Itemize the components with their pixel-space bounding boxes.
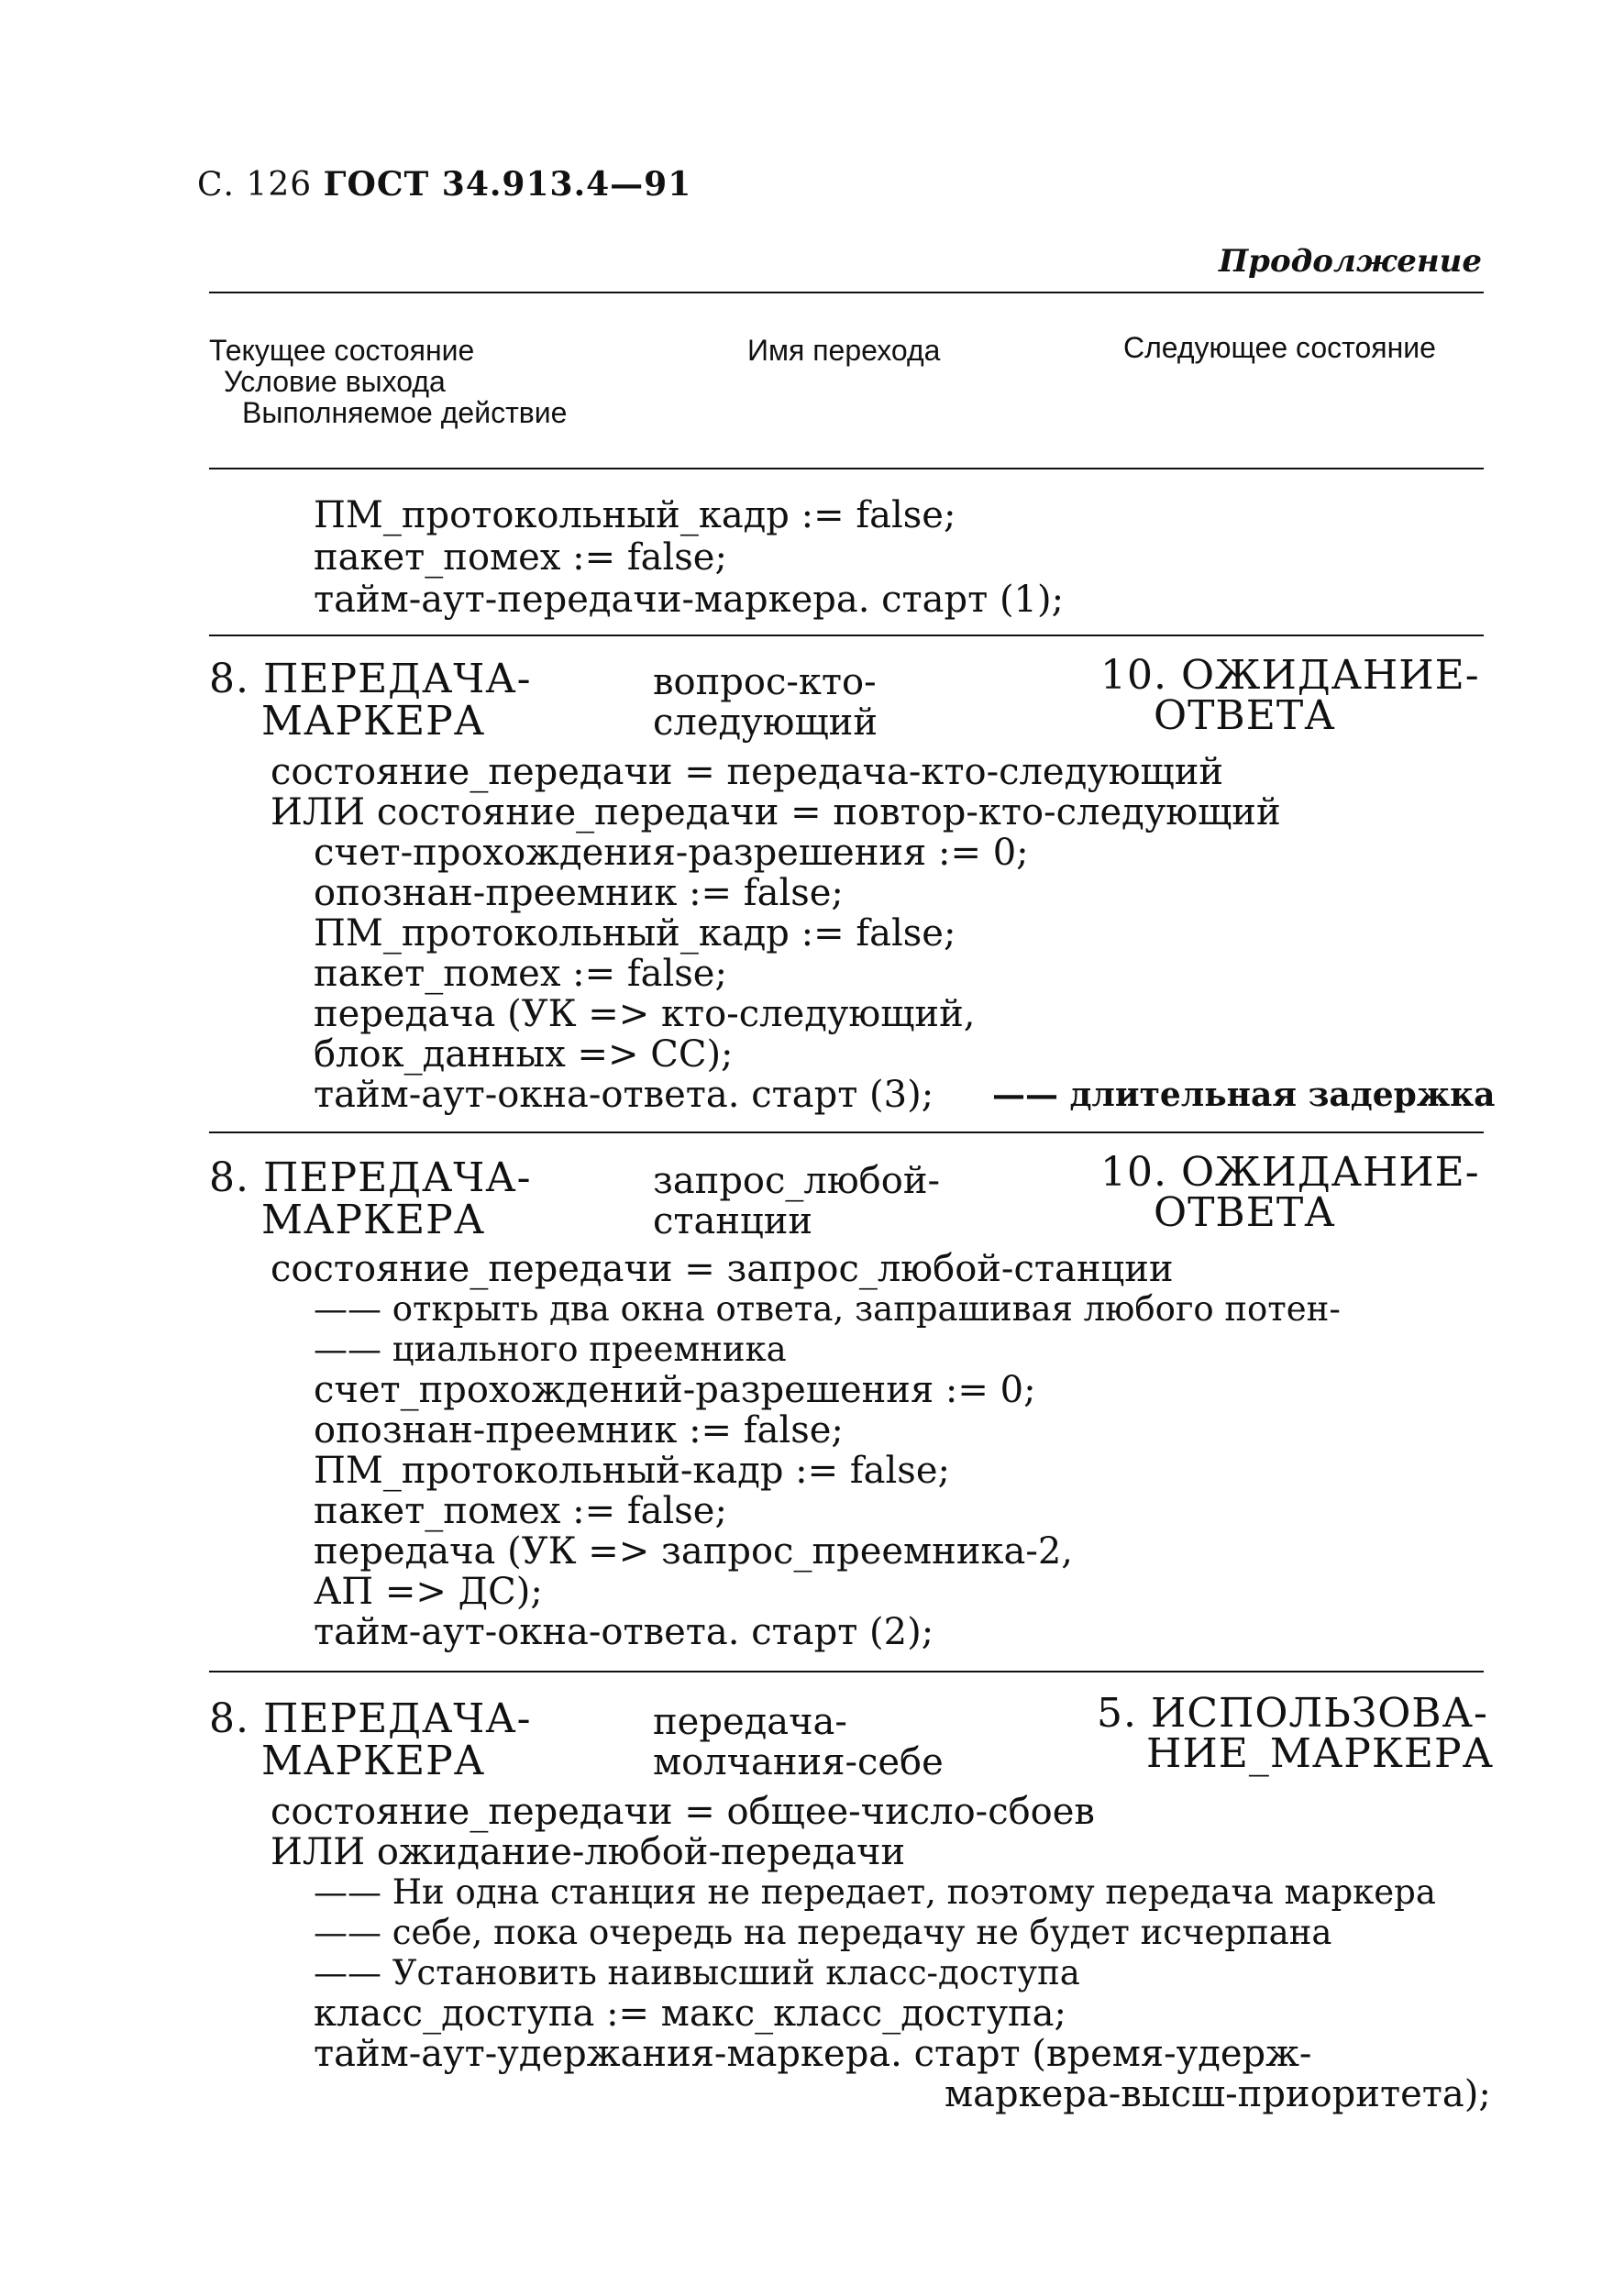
exit-condition: ИЛИ состояние_передачи = повтор-кто-следующий	[271, 791, 1281, 833]
action-line: пакет_помех := false;	[314, 536, 727, 579]
action-line: тайм-аут-окна-ответа. старт (3);	[314, 1074, 934, 1116]
action-line: АП => ДС);	[314, 1571, 543, 1613]
action-line: блок_данных => СС);	[314, 1033, 734, 1076]
action-line: класс_доступа := макс_класс_доступа;	[314, 1992, 1066, 2035]
header-transition-name: Имя перехода	[747, 334, 941, 367]
current-state: 8. ПЕРЕДАЧА-	[209, 656, 532, 702]
action-line: передача (УК => кто-следующий,	[314, 993, 976, 1035]
action-line: опознан-преемник := false;	[314, 872, 844, 914]
current-state: МАРКЕРА	[261, 698, 486, 745]
action-line: тайм-аут-окна-ответа. старт (2);	[314, 1611, 934, 1653]
standard-number: ГОСТ 34.913.4—91	[323, 165, 692, 204]
transition-name: станции	[653, 1200, 813, 1242]
action-line: счет-прохождения-разрешения := 0;	[314, 832, 1029, 874]
table-top-rule	[209, 292, 1484, 293]
action-line: счет_прохождений-разрешения := 0;	[314, 1369, 1036, 1411]
comment-line: —— циального преемника	[314, 1330, 787, 1369]
exit-condition: состояние_передачи = общее-число-сбоев	[271, 1791, 1095, 1833]
action-line: опознан-преемник := false;	[314, 1409, 844, 1452]
next-state: ОТВЕТА	[1154, 1189, 1336, 1236]
header-action: Выполняемое действие	[242, 396, 568, 429]
action-line: маркера-высш-приоритета);	[945, 2073, 1491, 2115]
current-state: МАРКЕРА	[261, 1197, 486, 1243]
comment-line: —— Установить наивысший класс-доступа	[314, 1953, 1080, 1992]
transition-name: запрос_любой-	[653, 1160, 940, 1202]
column-header-current-state	[209, 335, 567, 428]
row-divider	[209, 635, 1484, 636]
table-header-rule	[209, 468, 1484, 469]
next-state: ОТВЕТА	[1154, 692, 1336, 739]
row-divider	[209, 1671, 1484, 1672]
current-state: 8. ПЕРЕДАЧА-	[209, 1154, 532, 1201]
next-state: 10. ОЖИДАНИЕ-	[1100, 1149, 1480, 1196]
header-next-state: Следующее состояние	[1123, 331, 1436, 364]
exit-condition: состояние_передачи = передача-кто-следующий	[271, 751, 1224, 793]
continued-label: Продолжение	[1219, 243, 1482, 280]
exit-condition: состояние_передачи = запрос_любой-станции	[271, 1248, 1174, 1290]
row-divider	[209, 1131, 1484, 1133]
comment-line: —— открыть два окна ответа, запрашивая любого потен-	[314, 1289, 1341, 1329]
comment-line: —— Ни одна станция не передает, поэтому передача маркера	[314, 1872, 1436, 1912]
action-line: пакет_помех := false;	[314, 953, 727, 995]
action-line: ПМ_протокольный-кадр := false;	[314, 1450, 950, 1492]
transition-name: молчания-себе	[653, 1741, 944, 1783]
action-line: передача (УК => запрос_преемника-2,	[314, 1530, 1074, 1573]
current-state: 8. ПЕРЕДАЧА-	[209, 1695, 532, 1742]
next-state: 10. ОЖИДАНИЕ-	[1100, 652, 1480, 699]
action-line: ПМ_протокольный_кадр := false;	[314, 494, 956, 536]
transition-name: вопрос-кто-	[653, 661, 877, 703]
current-state: МАРКЕРА	[261, 1738, 486, 1784]
next-state: 5. ИСПОЛЬЗОВА-	[1097, 1690, 1488, 1737]
action-line: тайм-аут-передачи-маркера. старт (1);	[314, 579, 1065, 621]
action-line: пакет_помех := false;	[314, 1490, 727, 1532]
comment-line: —— длительная задержка	[992, 1076, 1496, 1114]
header-current-state: Текущее состояние	[209, 334, 475, 367]
page-number: С. 126	[197, 166, 313, 204]
comment-line: —— себе, пока очередь на передачу не будет исчерпана	[314, 1913, 1332, 1952]
transition-name: следующий	[653, 701, 878, 744]
header-exit-condition: Условие выхода	[224, 365, 446, 398]
page-header	[197, 165, 691, 204]
transition-name: передача-	[653, 1701, 847, 1743]
action-line: тайм-аут-удержания-маркера. старт (время-удерж-	[314, 2033, 1312, 2075]
exit-condition: ИЛИ ожидание-любой-передачи	[271, 1831, 906, 1873]
next-state: НИЕ_МАРКЕРА	[1146, 1730, 1494, 1777]
action-line: ПМ_протокольный_кадр := false;	[314, 912, 956, 955]
